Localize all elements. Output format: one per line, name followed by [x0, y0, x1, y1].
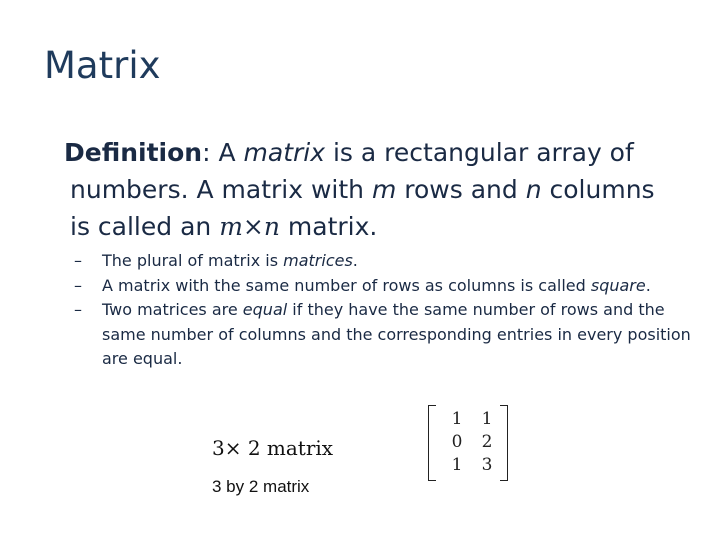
- slide-title: Matrix: [44, 44, 161, 87]
- bullet-emphasis: equal: [242, 300, 288, 319]
- matrix-entry: 1: [481, 408, 493, 429]
- matrix-row: [442, 407, 502, 430]
- bullet-list: [74, 249, 694, 372]
- bullet-dash: –: [74, 300, 82, 319]
- list-item: [74, 298, 694, 372]
- matrix-dimension-label: 3× 2 matrix: [212, 436, 334, 460]
- bullet-text: Two matrices are: [102, 300, 243, 319]
- definition-rest-1: is a rectangular array of: [325, 138, 634, 167]
- matrix-row: [442, 430, 502, 453]
- definition-n: n: [525, 175, 542, 204]
- definition-term: matrix: [243, 138, 326, 167]
- left-bracket: [428, 405, 436, 481]
- definition-line2-c: columns: [541, 175, 655, 204]
- bullet-text-end: .: [352, 251, 358, 270]
- matrix-entry: 3: [481, 454, 493, 475]
- bullet-text: A matrix with the same number of rows as columns is called: [102, 275, 591, 295]
- definition-colon: : A: [202, 138, 244, 167]
- matrix-entries: [442, 407, 502, 476]
- bullet-emphasis: square: [590, 275, 646, 295]
- list-item: [74, 274, 694, 299]
- definition-label: Definition: [64, 138, 203, 167]
- matrix-entry: 2: [481, 431, 493, 452]
- bullet-dash: –: [74, 275, 82, 295]
- bullet-dash: –: [74, 251, 82, 270]
- bullet-text: The plural of matrix is: [102, 251, 284, 270]
- list-item: [74, 249, 694, 274]
- matrix-entry: 1: [451, 454, 463, 475]
- definition-line3-a: is called an: [70, 212, 220, 241]
- matrix-row: [442, 453, 502, 476]
- definition-line-1: [64, 138, 634, 167]
- definition-m: m: [371, 175, 397, 204]
- example-matrix: [428, 405, 508, 481]
- definition-mxn: m×n: [219, 212, 280, 241]
- definition-line2-a: numbers. A matrix with: [70, 175, 372, 204]
- matrix-entry: 0: [451, 431, 463, 452]
- matrix-caption: 3 by 2 matrix: [212, 477, 310, 496]
- definition-line3-b: matrix.: [279, 212, 378, 241]
- definition-line2-b: rows and: [396, 175, 526, 204]
- definition-line-3: [64, 208, 704, 245]
- definition-line-2: [64, 171, 704, 208]
- matrix-entry: 1: [451, 408, 463, 429]
- bullet-text-end: if they have the same number of rows and the same number of columns and the corresponding entries in every position are equal.: [102, 300, 691, 368]
- bullet-text-end: .: [645, 275, 651, 295]
- bullet-emphasis: matrices: [283, 251, 353, 270]
- definition-paragraph: [64, 134, 704, 245]
